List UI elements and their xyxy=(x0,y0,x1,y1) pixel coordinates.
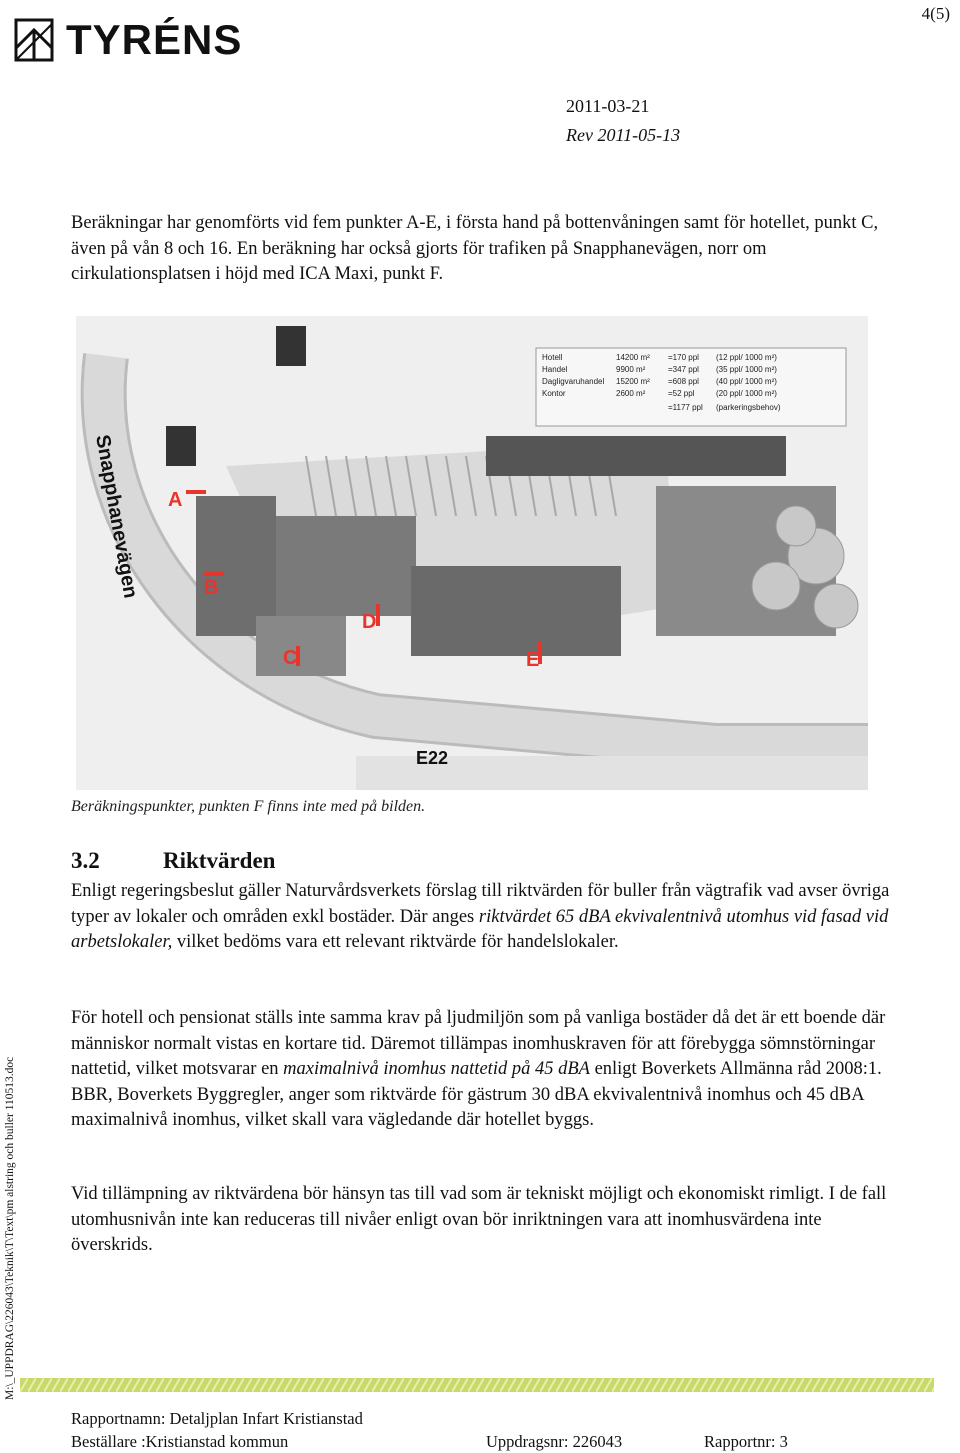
table-row-parking: =608 ppl xyxy=(668,377,699,386)
revision-date: Rev 2011-05-13 xyxy=(566,125,681,145)
paragraph-text: vilket bedöms vara ett relevant riktvärde för handelslokaler. xyxy=(172,932,619,952)
document-date: 2011-03-21 xyxy=(566,96,650,116)
footer-report-name: Rapportnamn: Detaljplan Infart Kristianstad xyxy=(71,1409,363,1428)
point-label-c: C xyxy=(283,647,298,669)
table-row-area: 14200 m² xyxy=(616,353,650,362)
table-row-ratio: (20 ppl/ 1000 m²) xyxy=(716,389,777,398)
intro-paragraph: Beräkningar har genomförts vid fem punkter A-E, i första hand på bottenvåningen samt för hotellet, punkt C, även på vån 8 och 16. En beräkning har också gjorts för trafiken på Snapphanevägen, norr om cirkulationsplatsen i höjd med ICA Maxi, punkt F. xyxy=(71,213,879,284)
footer-stripe xyxy=(20,1378,934,1392)
table-row-ratio: (40 ppl/ 1000 m²) xyxy=(716,377,777,386)
section-title: Riktvärden xyxy=(163,848,276,873)
road-label-snapphanevagen: Snapphanevägen xyxy=(91,433,142,600)
table-row-area: 2600 m² xyxy=(616,389,646,398)
figure-caption: Beräkningspunkter, punkten F finns inte med på bilden. xyxy=(71,798,426,815)
paragraph-emphasis: riktvärdet 65 dBA ekvivalentnivå utomhus vid fasad vid arbetslokaler, xyxy=(71,906,889,952)
table-row-parking: =52 ppl xyxy=(668,389,695,398)
footer-assignment: Uppdragsnr: 226043 xyxy=(486,1432,623,1451)
point-label-e: E xyxy=(526,649,540,671)
footer-client: Beställare :Kristianstad kommun xyxy=(71,1432,289,1451)
table-row-name: Handel xyxy=(542,365,568,374)
table-row-name: Kontor xyxy=(542,389,566,398)
paragraph-text: Enligt regeringsbeslut gäller Naturvårdsverkets förslag till riktvärden för buller från vägtrafik vad avser övriga typer av lokaler och områden exkl bostäder. Där anges xyxy=(71,881,890,927)
paragraph-text: enligt Boverkets Allmänna råd 2008:1. BBR, Boverkets Byggregler, anger som riktvärde för gästrum 30 dBA ekvivalentnivå inomhus och 45 dBA maximalnivå inomhus, vilket skall vara vägledande där hotellet byggs. xyxy=(71,1059,882,1130)
section-paragraph-2 xyxy=(71,1006,891,1134)
section-number: 3.2 xyxy=(71,848,100,873)
road-label-e22: E22 xyxy=(416,748,449,768)
footer-report-number: Rapportnr: 3 xyxy=(704,1432,788,1451)
tyrens-logo-icon xyxy=(14,18,54,62)
table-total-parking: =1177 ppl xyxy=(668,403,703,412)
table-total-note: (parkeringsbehov) xyxy=(716,403,781,412)
file-path-vertical: M:\_UPPDRAG\226043\Teknik\T\Text\pm alstring och buller 110513.doc xyxy=(4,1056,16,1400)
table-row-parking: =347 ppl xyxy=(668,365,699,374)
point-label-a: A xyxy=(168,489,183,511)
table-row-parking: =170 ppl xyxy=(668,353,699,362)
paragraph-text: För hotell och pensionat ställs inte samma krav på ljudmiljön som på vanliga bostäder då det är ett boende där människor normalt vistas en kortare tid. Däremot tillämpas inomhuskraven för att förebygga sömnstörningar nattetid, vilket motsvarar en xyxy=(71,1008,886,1079)
section-heading xyxy=(71,848,275,874)
section-paragraph-1 xyxy=(71,879,891,956)
paragraph-emphasis: maximalnivå inomhus nattetid på 45 dBA xyxy=(283,1059,590,1079)
table-row-name: Dagligvaruhandel xyxy=(542,377,605,386)
point-label-b: B xyxy=(204,577,219,599)
table-row-ratio: (12 ppl/ 1000 m²) xyxy=(716,353,777,362)
point-label-d: D xyxy=(362,611,377,633)
page-number: 4(5) xyxy=(921,4,950,23)
site-plan-figure xyxy=(76,316,868,790)
table-row-area: 15200 m² xyxy=(616,377,650,386)
section-paragraph-3: Vid tillämpning av riktvärdena bör hänsyn tas till vad som är tekniskt möjligt och ekonomiskt rimligt. I de fall utomhusnivån inte kan reduceras till nivåer enligt ovan bör inriktningen vara att inomhusvärdena inte överskrids. xyxy=(71,1184,887,1255)
table-row-name: Hotell xyxy=(542,353,563,362)
brand-name: TYRÉNS xyxy=(66,16,243,63)
table-row-ratio: (35 ppl/ 1000 m²) xyxy=(716,365,777,374)
table-row-area: 9900 m² xyxy=(616,365,646,374)
